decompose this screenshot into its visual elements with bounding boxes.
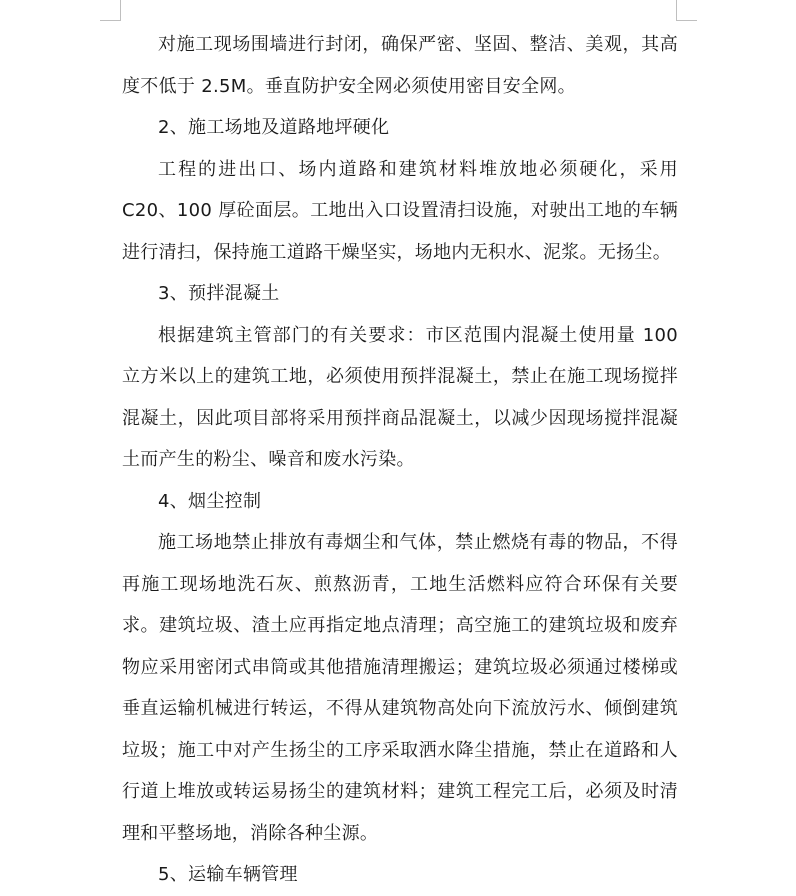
- paragraph: 工程的进出口、场内道路和建筑材料堆放地必须硬化，采用 C20、100 厚砼面层。工地出入口设置清扫设施，对驶出工地的车辆进行清扫，保持施工道路干燥坚实，场地内无积水、泥浆。无扬尘。: [122, 158, 678, 263]
- section-heading: 3、预拌混凝土: [158, 283, 280, 304]
- paragraph: 对施工现场围墙进行封闭，确保严密、坚固、整洁、美观，其高度不低于 2.5M。垂直防护安全网必须使用密目安全网。: [122, 34, 678, 97]
- section-heading: 2、施工场地及道路地坪硬化: [158, 117, 390, 138]
- right-margin-corner-mark: [676, 0, 697, 21]
- paragraph: 施工场地禁止排放有毒烟尘和气体，禁止燃烧有毒的物品，不得再施工现场地洗石灰、煎熬沥青，工地生活燃料应符合环保有关要求。建筑垃圾、渣土应再指定地点清理；高空施工的建筑垃圾和废弃物应采用密闭式串筒或其他措施清理搬运；建筑垃圾必须通过楼梯或垂直运输机械进行转运，不得从建筑物高处向下流放污水、倾倒建筑垃圾；施工中对产生扬尘的工序采取洒水降尘措施，禁止在道路和人行道上堆放或转运易扬尘的建筑材料；建筑工程完工后，必须及时清理和平整场地，消除各种尘源。: [122, 532, 678, 844]
- left-margin-corner-mark: [100, 0, 121, 21]
- section-heading: 4、烟尘控制: [158, 490, 262, 512]
- section-heading: 5、运输车辆管理: [158, 864, 298, 885]
- document-body[interactable]: [122, 24, 678, 896]
- paragraph: 根据建筑主管部门的有关要求：市区范围内混凝土使用量 100 立方米以上的建筑工地，必须使用预拌混凝土，禁止在施工现场搅拌混凝土，因此项目部将采用预拌商品混凝土，以减少因现场搅拌混凝土而产生的粉尘、噪音和废水污染。: [122, 324, 678, 470]
